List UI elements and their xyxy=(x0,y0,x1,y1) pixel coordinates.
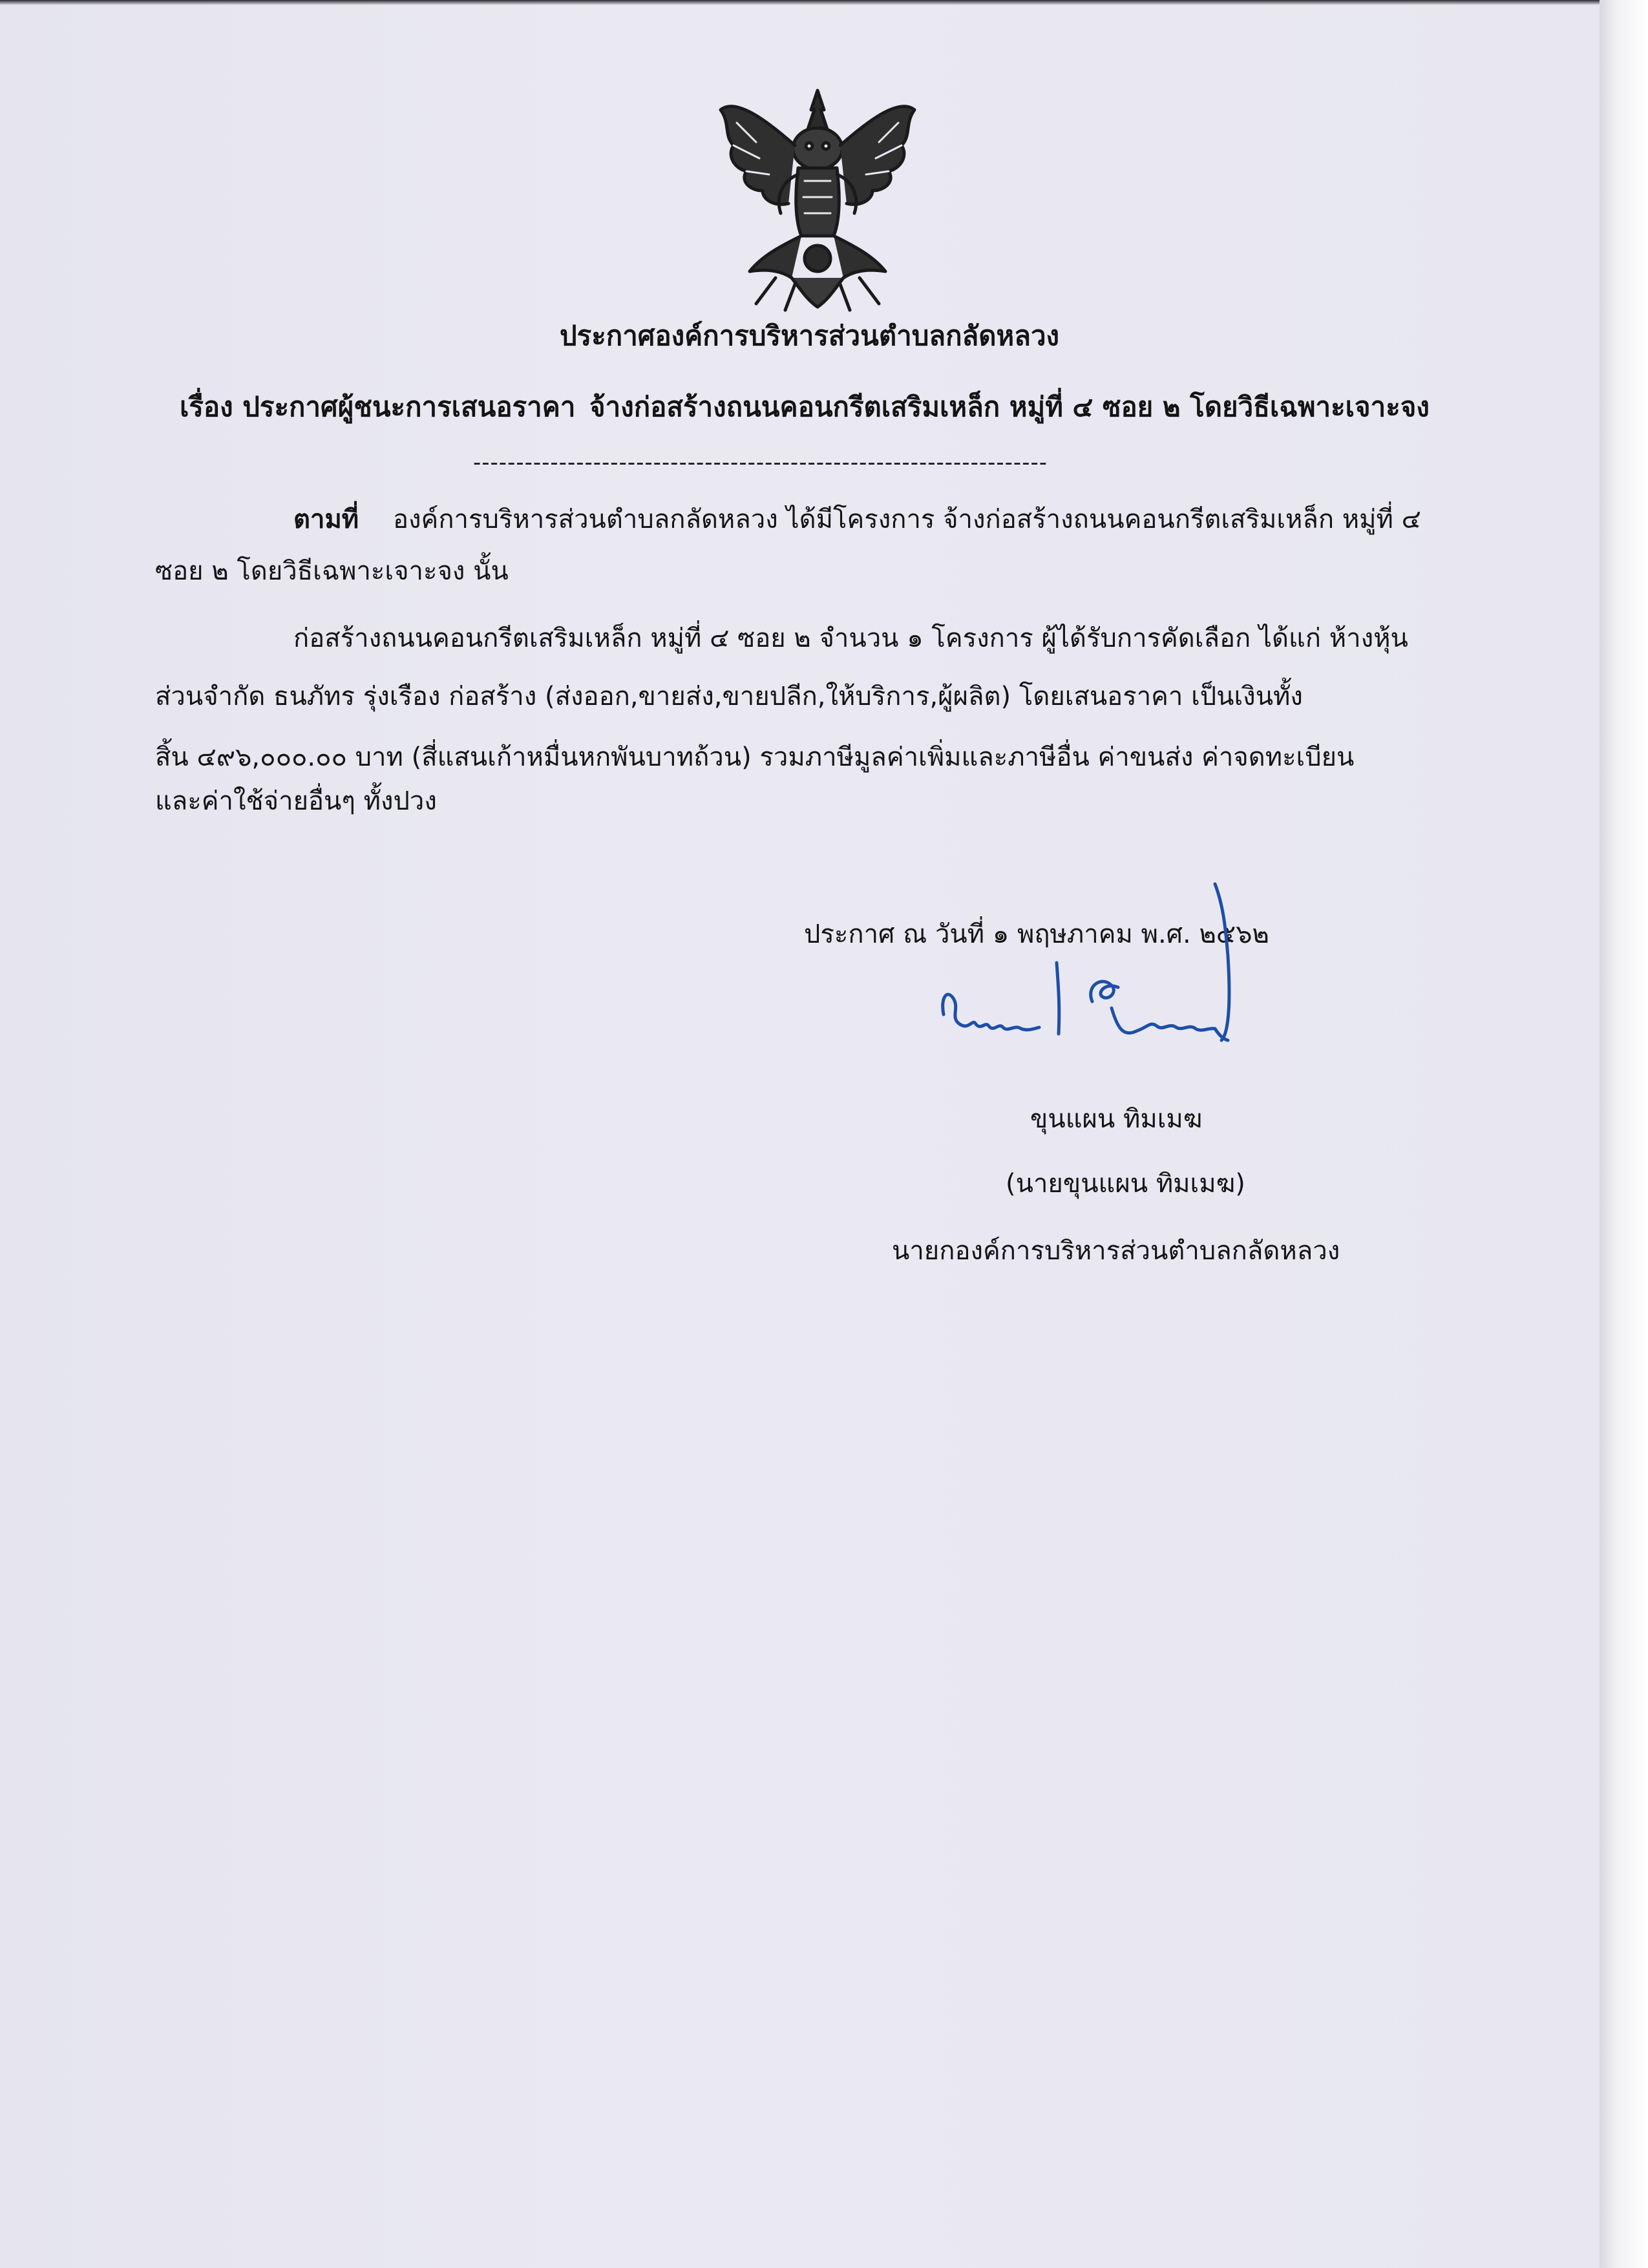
p1-lead: ตามที่ xyxy=(293,505,359,534)
subject-prefix: เรื่อง ประกาศผู้ชนะการเสนอราคา xyxy=(180,391,576,423)
p2-line2: ส่วนจำกัด ธนภัทร รุ่งเรือง ก่อสร้าง (ส่งออก,ขายส่ง,ขายปลีก,ให้บริการ,ผู้ผลิต) โดยเสนอราคา เป็นเงินทั้ง xyxy=(155,682,1303,711)
announce-date: ประกาศ ณ วันที่ ๑ พฤษภาคม พ.ศ. ๒๕๖๒ xyxy=(804,919,1269,949)
p2-line1: ก่อสร้างถนนคอนกรีตเสริมเหล็ก หมู่ที่ ๔ ซอย ๒ จำนวน ๑ โครงการ ผู้ได้รับการคัดเลือก ได้แก่ ห้างหุ้น xyxy=(293,624,1408,653)
p2-line3: สิ้น ๔๙๖,๐๐๐.๐๐ บาท (สี่แสนเก้าหมื่นหกพันบาทถ้วน) รวมภาษีมูลค่าเพิ่มและภาษีอื่น ค่าขนส่ง ค่าจดทะเบียน xyxy=(155,742,1355,772)
signer-name: ขุนแผน ทิมเมฆ xyxy=(1030,1104,1203,1134)
signer-full-name: (นายขุนแผน ทิมเมฆ) xyxy=(1006,1169,1245,1199)
handwritten-signature-icon xyxy=(924,879,1299,1098)
garuda-emblem-icon xyxy=(711,84,924,317)
separator-line: ------------------------------------------------------------------- xyxy=(473,450,1048,476)
scan-top-shadow xyxy=(0,0,1600,5)
p1-line2: ซอย ๒ โดยวิธีเฉพาะเจาะจง นั้น xyxy=(155,556,509,586)
scan-edge xyxy=(1600,0,1648,2268)
p1-line1: องค์การบริหารส่วนตำบลกลัดหลวง ได้มีโครงการ จ้างก่อสร้างถนนคอนกรีตเสริมเหล็ก หมู่ที่ ๔ xyxy=(393,505,1421,534)
p2-line4: และค่าใช้จ่ายอื่นๆ ทั้งปวง xyxy=(155,786,437,816)
signer-title: นายกองค์การบริหารส่วนตำบลกลัดหลวง xyxy=(892,1236,1340,1266)
issuer-title: ประกาศองค์การบริหารส่วนตำบลกลัดหลวง xyxy=(560,320,1060,352)
subject-rest: จ้างก่อสร้างถนนคอนกรีตเสริมเหล็ก หมู่ที่ ๔ ซอย ๒ โดยวิธีเฉพาะเจาะจง xyxy=(589,391,1430,423)
